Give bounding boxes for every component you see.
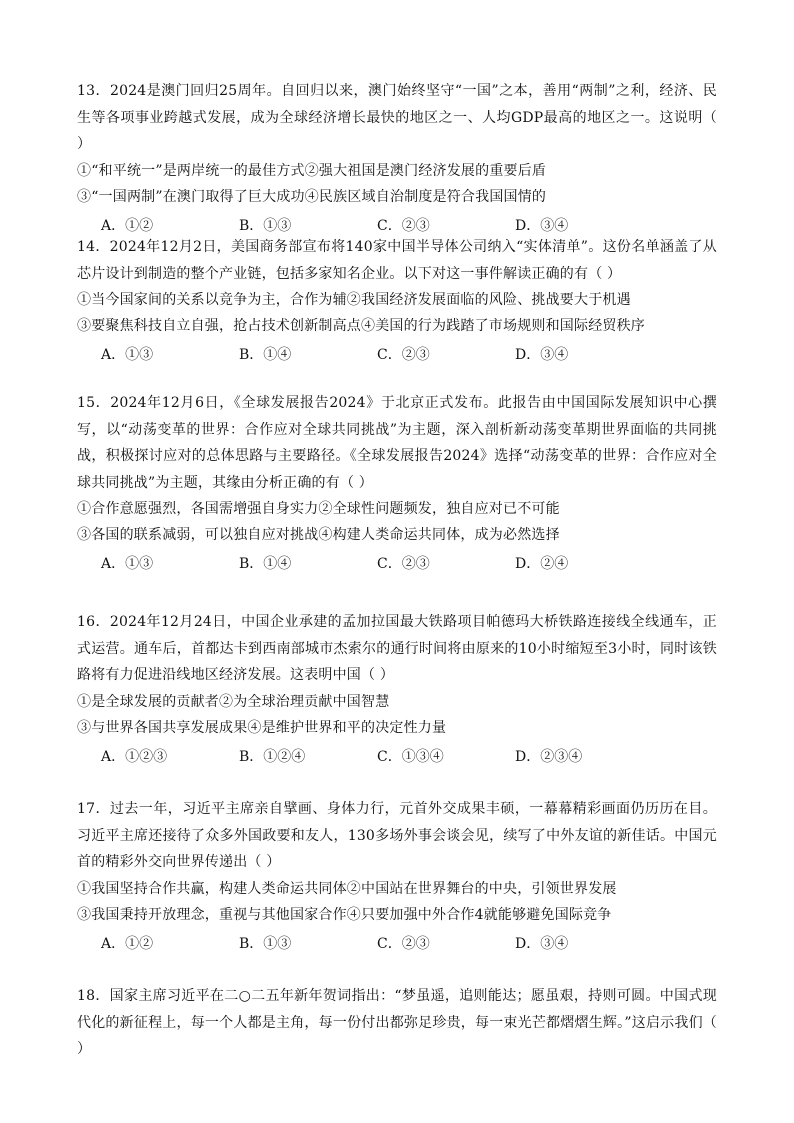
option-d[interactable]: D．②④ bbox=[515, 556, 569, 572]
statement-line: ①我国坚持合作共赢，构建人类命运共同体②中国站在世界舞台的中央，引领世界发展 bbox=[77, 880, 617, 897]
question-stem: 14．2024年12月2日，美国商务部宣布将140家中国半导体公司纳入“实体清单”。这份名单涵盖了从芯片设计到制造的整个产业链，包括多家知名企业。以下对这一事件解读正确的有（ ） bbox=[77, 239, 717, 282]
option-c[interactable]: C．②③ bbox=[377, 217, 430, 234]
statement-line: ①“和平统一”是两岸统一的最佳方式②强大祖国是澳门经济发展的重要后盾 bbox=[77, 162, 547, 179]
option-a[interactable]: A．①②③ bbox=[101, 748, 168, 765]
statement-line: ①是全球发展的贡献者②为全球治理贡献中国智慧 bbox=[77, 693, 390, 710]
answer-options bbox=[77, 552, 717, 576]
option-a[interactable]: A．①③ bbox=[101, 347, 154, 363]
statement-line: ③要聚焦科技自立自强，抢占技术创新制高点④美国的行为践踏了市场规则和国际经贸秩序 bbox=[77, 318, 645, 334]
question-17 bbox=[77, 796, 717, 956]
question-16 bbox=[77, 609, 717, 769]
option-b[interactable]: B．①④ bbox=[239, 347, 292, 363]
option-d[interactable]: D．③④ bbox=[515, 347, 569, 363]
statement-line: ③“一国两制”在澳门取得了巨大成功④民族区域自治制度是符合我国国情的 bbox=[77, 188, 547, 205]
option-c[interactable]: C．②③ bbox=[377, 556, 430, 572]
option-b[interactable]: B．①③ bbox=[239, 217, 292, 234]
option-d[interactable]: D．②③④ bbox=[515, 748, 583, 765]
option-c[interactable]: C．②③ bbox=[377, 347, 430, 363]
question-stem: 15．2024年12月6日，《全球发展报告2024》于北京正式发布。此报告由中国国际发展知识中心撰写，以“动荡变革的世界：合作应对全球共同挑战”为主题，深入剖析新动荡变革期世界面临的共同挑战，积极探讨应对的总体思路与主要路径。《全球发展报告2024》选择“动荡变革的世界：合作应对全球共同挑战”为主题，其缘由分析正确的有（ ） bbox=[77, 395, 717, 491]
question-stem: 17．过去一年，习近平主席亲自擘画、身体力行，元首外交成果丰硕，一幕幕精彩画面仍历历在目。习近平主席还接待了众多外国政要和友人，130多场外事会谈会见，续写了中外友谊的新佳话。中国元首的精彩外交向世界传递出（ ） bbox=[77, 801, 717, 870]
question-stem: 13．2024是澳门回归25周年。自回归以来，澳门始终坚守“一国”之本，善用“两制”之利，经济、民生等各项事业跨越式发展，成为全球经济增长最快的地区之一、人均GDP最高的地区之一。这说明（ ） bbox=[77, 83, 717, 152]
statement-line: ③各国的联系减弱，可以独自应对挑战④构建人类命运共同体，成为必然选择 bbox=[77, 527, 560, 543]
statement-line: ①当今国家间的关系以竞争为主，合作为辅②我国经济发展面临的风险、挑战要大于机遇 bbox=[77, 292, 631, 308]
question-15 bbox=[77, 390, 717, 576]
statement-line: ③我国秉持开放理念，重视与其他国家合作④只要加强中外合作4就能够避免国际竞争 bbox=[77, 906, 612, 923]
option-c[interactable]: C．①③④ bbox=[377, 748, 444, 765]
option-b[interactable]: B．①②④ bbox=[239, 748, 306, 765]
question-stem: 18．国家主席习近平在二○二五年新年贺词指出：“梦虽遥，追则能达；愿虽艰，持则可圆。中国式现代化的新征程上，每一个人都是主角，每一份付出都弥足珍贵，每一束光芒都熠熠生辉。”这启示我们（ ） bbox=[77, 988, 717, 1057]
option-a[interactable]: A．①② bbox=[101, 935, 154, 952]
option-b[interactable]: B．①③ bbox=[239, 935, 292, 952]
question-18 bbox=[77, 983, 717, 1063]
answer-options bbox=[77, 932, 717, 956]
option-a[interactable]: A．①③ bbox=[101, 556, 154, 572]
option-d[interactable]: D．③④ bbox=[515, 217, 569, 234]
option-d[interactable]: D．③④ bbox=[515, 935, 569, 952]
answer-options bbox=[77, 343, 717, 367]
statement-line: ①合作意愿强烈，各国需增强自身实力②全球性问题频发，独自应对已不可能 bbox=[77, 501, 560, 517]
statement-line: ③与世界各国共享发展成果④是维护世界和平的决定性力量 bbox=[77, 719, 447, 736]
option-a[interactable]: A．①② bbox=[101, 217, 154, 234]
question-14 bbox=[77, 234, 717, 367]
option-b[interactable]: B．①④ bbox=[239, 556, 292, 572]
option-c[interactable]: C．②③ bbox=[377, 935, 430, 952]
question-stem: 16．2024年12月24日，中国企业承建的孟加拉国最大铁路项目帕德玛大桥铁路连接线全线通车，正式运营。通车后，首都达卡到西南部城市杰索尔的通行时间将由原来的10小时缩短至3小时，同时该铁路将有力促进沿线地区经济发展。这表明中国（ ） bbox=[77, 614, 717, 683]
answer-options bbox=[77, 745, 717, 769]
question-13 bbox=[77, 78, 717, 238]
